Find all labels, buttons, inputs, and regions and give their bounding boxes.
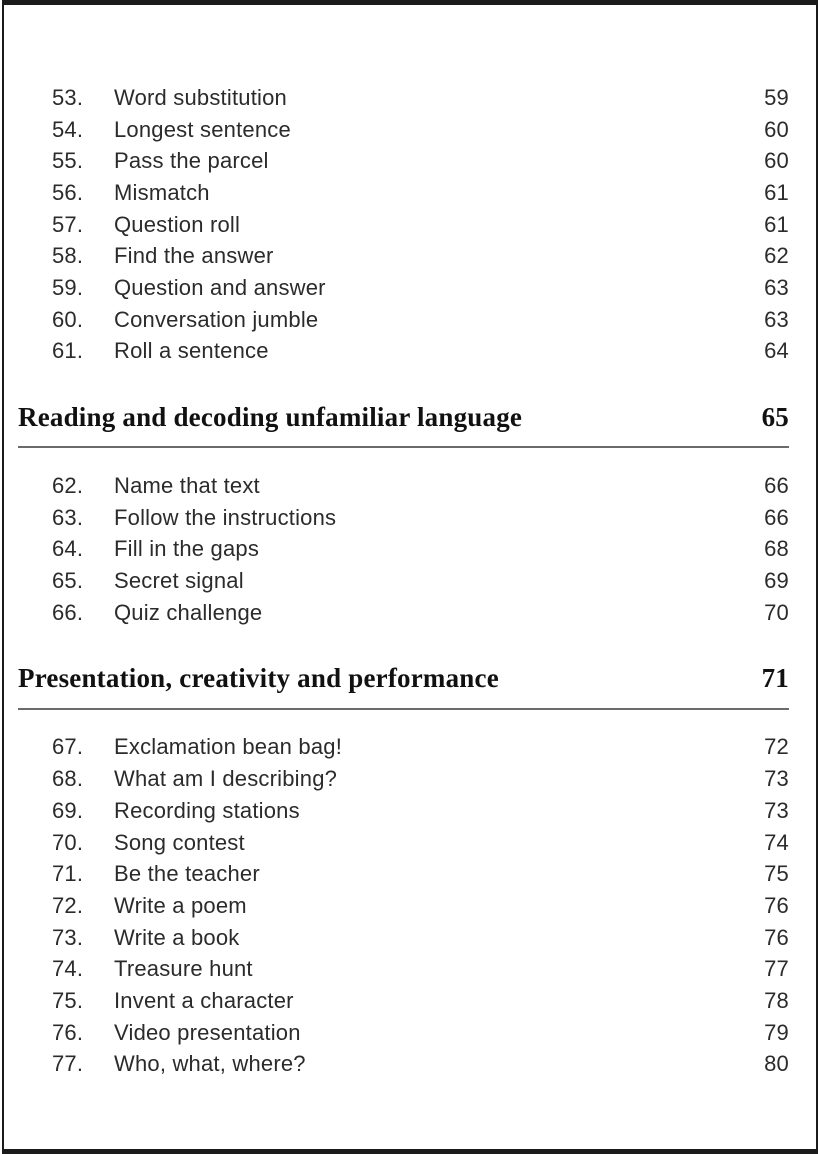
entry-page-number: 76 — [764, 924, 789, 950]
table-of-contents — [4, 5, 816, 1080]
entry-title: Quiz challenge — [114, 599, 263, 625]
heading-rule — [18, 708, 789, 710]
entry-title: Secret signal — [114, 568, 244, 594]
entry-number: 70. — [52, 829, 84, 855]
entry-number: 53. — [52, 84, 84, 110]
entry-page-number: 61 — [764, 211, 789, 237]
entry-title: Write a book — [114, 924, 240, 950]
entry-number: 71. — [52, 861, 84, 887]
toc-entry-row — [18, 890, 789, 922]
entry-page-number: 69 — [764, 568, 789, 594]
entry-title: Be the teacher — [114, 861, 260, 887]
entry-title: Mismatch — [114, 179, 210, 205]
toc-entry-row — [18, 304, 789, 336]
entry-title: What am I describing? — [114, 766, 338, 792]
entry-title: Exclamation bean bag! — [114, 734, 343, 760]
entry-title: Roll a sentence — [114, 338, 269, 364]
entry-page-number: 66 — [764, 473, 789, 499]
entry-number: 62. — [52, 473, 84, 499]
entry-number: 64. — [52, 536, 84, 562]
toc-entry-row — [18, 795, 789, 827]
entry-number: 68. — [52, 766, 84, 792]
entry-page-number: 62 — [764, 243, 789, 269]
entry-title: Video presentation — [114, 1019, 301, 1045]
entry-page-number: 76 — [764, 892, 789, 918]
toc-entry-row — [18, 145, 789, 177]
entry-page-number: 61 — [764, 179, 789, 205]
entry-number: 56. — [52, 179, 84, 205]
toc-entry-row — [18, 240, 789, 272]
entry-page-number: 64 — [764, 338, 789, 364]
entry-title: Follow the instructions — [114, 504, 337, 530]
section-title: Reading and decoding unfamiliar language — [18, 401, 523, 432]
entry-number: 73. — [52, 924, 84, 950]
toc-entry-row — [18, 827, 789, 859]
toc-entry-row — [18, 732, 789, 764]
entry-page-number: 66 — [764, 504, 789, 530]
toc-entry-row — [18, 858, 789, 890]
entry-title: Pass the parcel — [114, 148, 269, 174]
entry-title: Treasure hunt — [114, 956, 253, 982]
toc-entry-row — [18, 114, 789, 146]
entry-title: Fill in the gaps — [114, 536, 260, 562]
section-heading — [18, 662, 789, 696]
entry-page-number: 73 — [764, 797, 789, 823]
entry-title: Word substitution — [114, 84, 287, 110]
page-frame — [2, 0, 818, 1154]
entry-page-number: 60 — [764, 148, 789, 174]
entry-number: 76. — [52, 1019, 84, 1045]
toc-section — [18, 82, 789, 367]
section-entries — [18, 732, 789, 1081]
toc-entry-row — [18, 985, 789, 1017]
entry-page-number: 59 — [764, 84, 789, 110]
entry-number: 58. — [52, 243, 84, 269]
entry-title: Invent a character — [114, 987, 294, 1013]
entry-page-number: 68 — [764, 536, 789, 562]
toc-entry-row — [18, 1049, 789, 1081]
entry-title: Name that text — [114, 473, 260, 499]
entry-title: Conversation jumble — [114, 306, 319, 332]
entry-page-number: 74 — [764, 829, 789, 855]
entry-page-number: 75 — [764, 861, 789, 887]
toc-entry-row — [18, 597, 789, 629]
entry-number: 75. — [52, 987, 84, 1013]
toc-section — [18, 662, 789, 1081]
entry-page-number: 70 — [764, 599, 789, 625]
toc-entry-row — [18, 565, 789, 597]
section-page-number: 71 — [761, 663, 789, 694]
entry-title: Longest sentence — [114, 116, 291, 142]
entry-number: 61. — [52, 338, 84, 364]
toc-entry-row — [18, 272, 789, 304]
section-page-number: 65 — [761, 401, 789, 432]
entry-title: Recording stations — [114, 797, 300, 823]
entry-page-number: 77 — [764, 956, 789, 982]
entry-page-number: 60 — [764, 116, 789, 142]
entry-number: 55. — [52, 148, 84, 174]
entry-page-number: 63 — [764, 306, 789, 332]
entry-number: 65. — [52, 568, 84, 594]
entry-number: 54. — [52, 116, 84, 142]
toc-section — [18, 400, 789, 628]
toc-entry-row — [18, 534, 789, 566]
entry-number: 63. — [52, 504, 84, 530]
entry-number: 74. — [52, 956, 84, 982]
toc-entry-row — [18, 922, 789, 954]
entry-page-number: 72 — [764, 734, 789, 760]
entry-number: 57. — [52, 211, 84, 237]
entry-title: Who, what, where? — [114, 1051, 306, 1077]
heading-rule — [18, 446, 789, 448]
toc-entry-row — [18, 953, 789, 985]
entry-page-number: 63 — [764, 274, 789, 300]
entry-number: 66. — [52, 599, 84, 625]
toc-entry-row — [18, 1017, 789, 1049]
entry-page-number: 79 — [764, 1019, 789, 1045]
toc-entry-row — [18, 209, 789, 241]
section-entries — [18, 470, 789, 628]
entry-page-number: 78 — [764, 987, 789, 1013]
toc-entry-row — [18, 502, 789, 534]
entry-number: 67. — [52, 734, 84, 760]
entry-number: 60. — [52, 306, 84, 332]
entry-title: Question roll — [114, 211, 241, 237]
toc-entry-row — [18, 336, 789, 368]
entry-title: Song contest — [114, 829, 245, 855]
toc-entry-row — [18, 470, 789, 502]
toc-entry-row — [18, 82, 789, 114]
entry-title: Question and answer — [114, 274, 326, 300]
section-heading — [18, 400, 789, 434]
entry-page-number: 80 — [764, 1051, 789, 1077]
section-title: Presentation, creativity and performance — [18, 663, 499, 694]
entry-page-number: 73 — [764, 766, 789, 792]
entry-number: 72. — [52, 892, 84, 918]
entry-number: 77. — [52, 1051, 84, 1077]
entry-title: Write a poem — [114, 892, 247, 918]
toc-entry-row — [18, 177, 789, 209]
entry-title: Find the answer — [114, 243, 274, 269]
entry-number: 69. — [52, 797, 84, 823]
toc-entry-row — [18, 763, 789, 795]
entry-number: 59. — [52, 274, 84, 300]
